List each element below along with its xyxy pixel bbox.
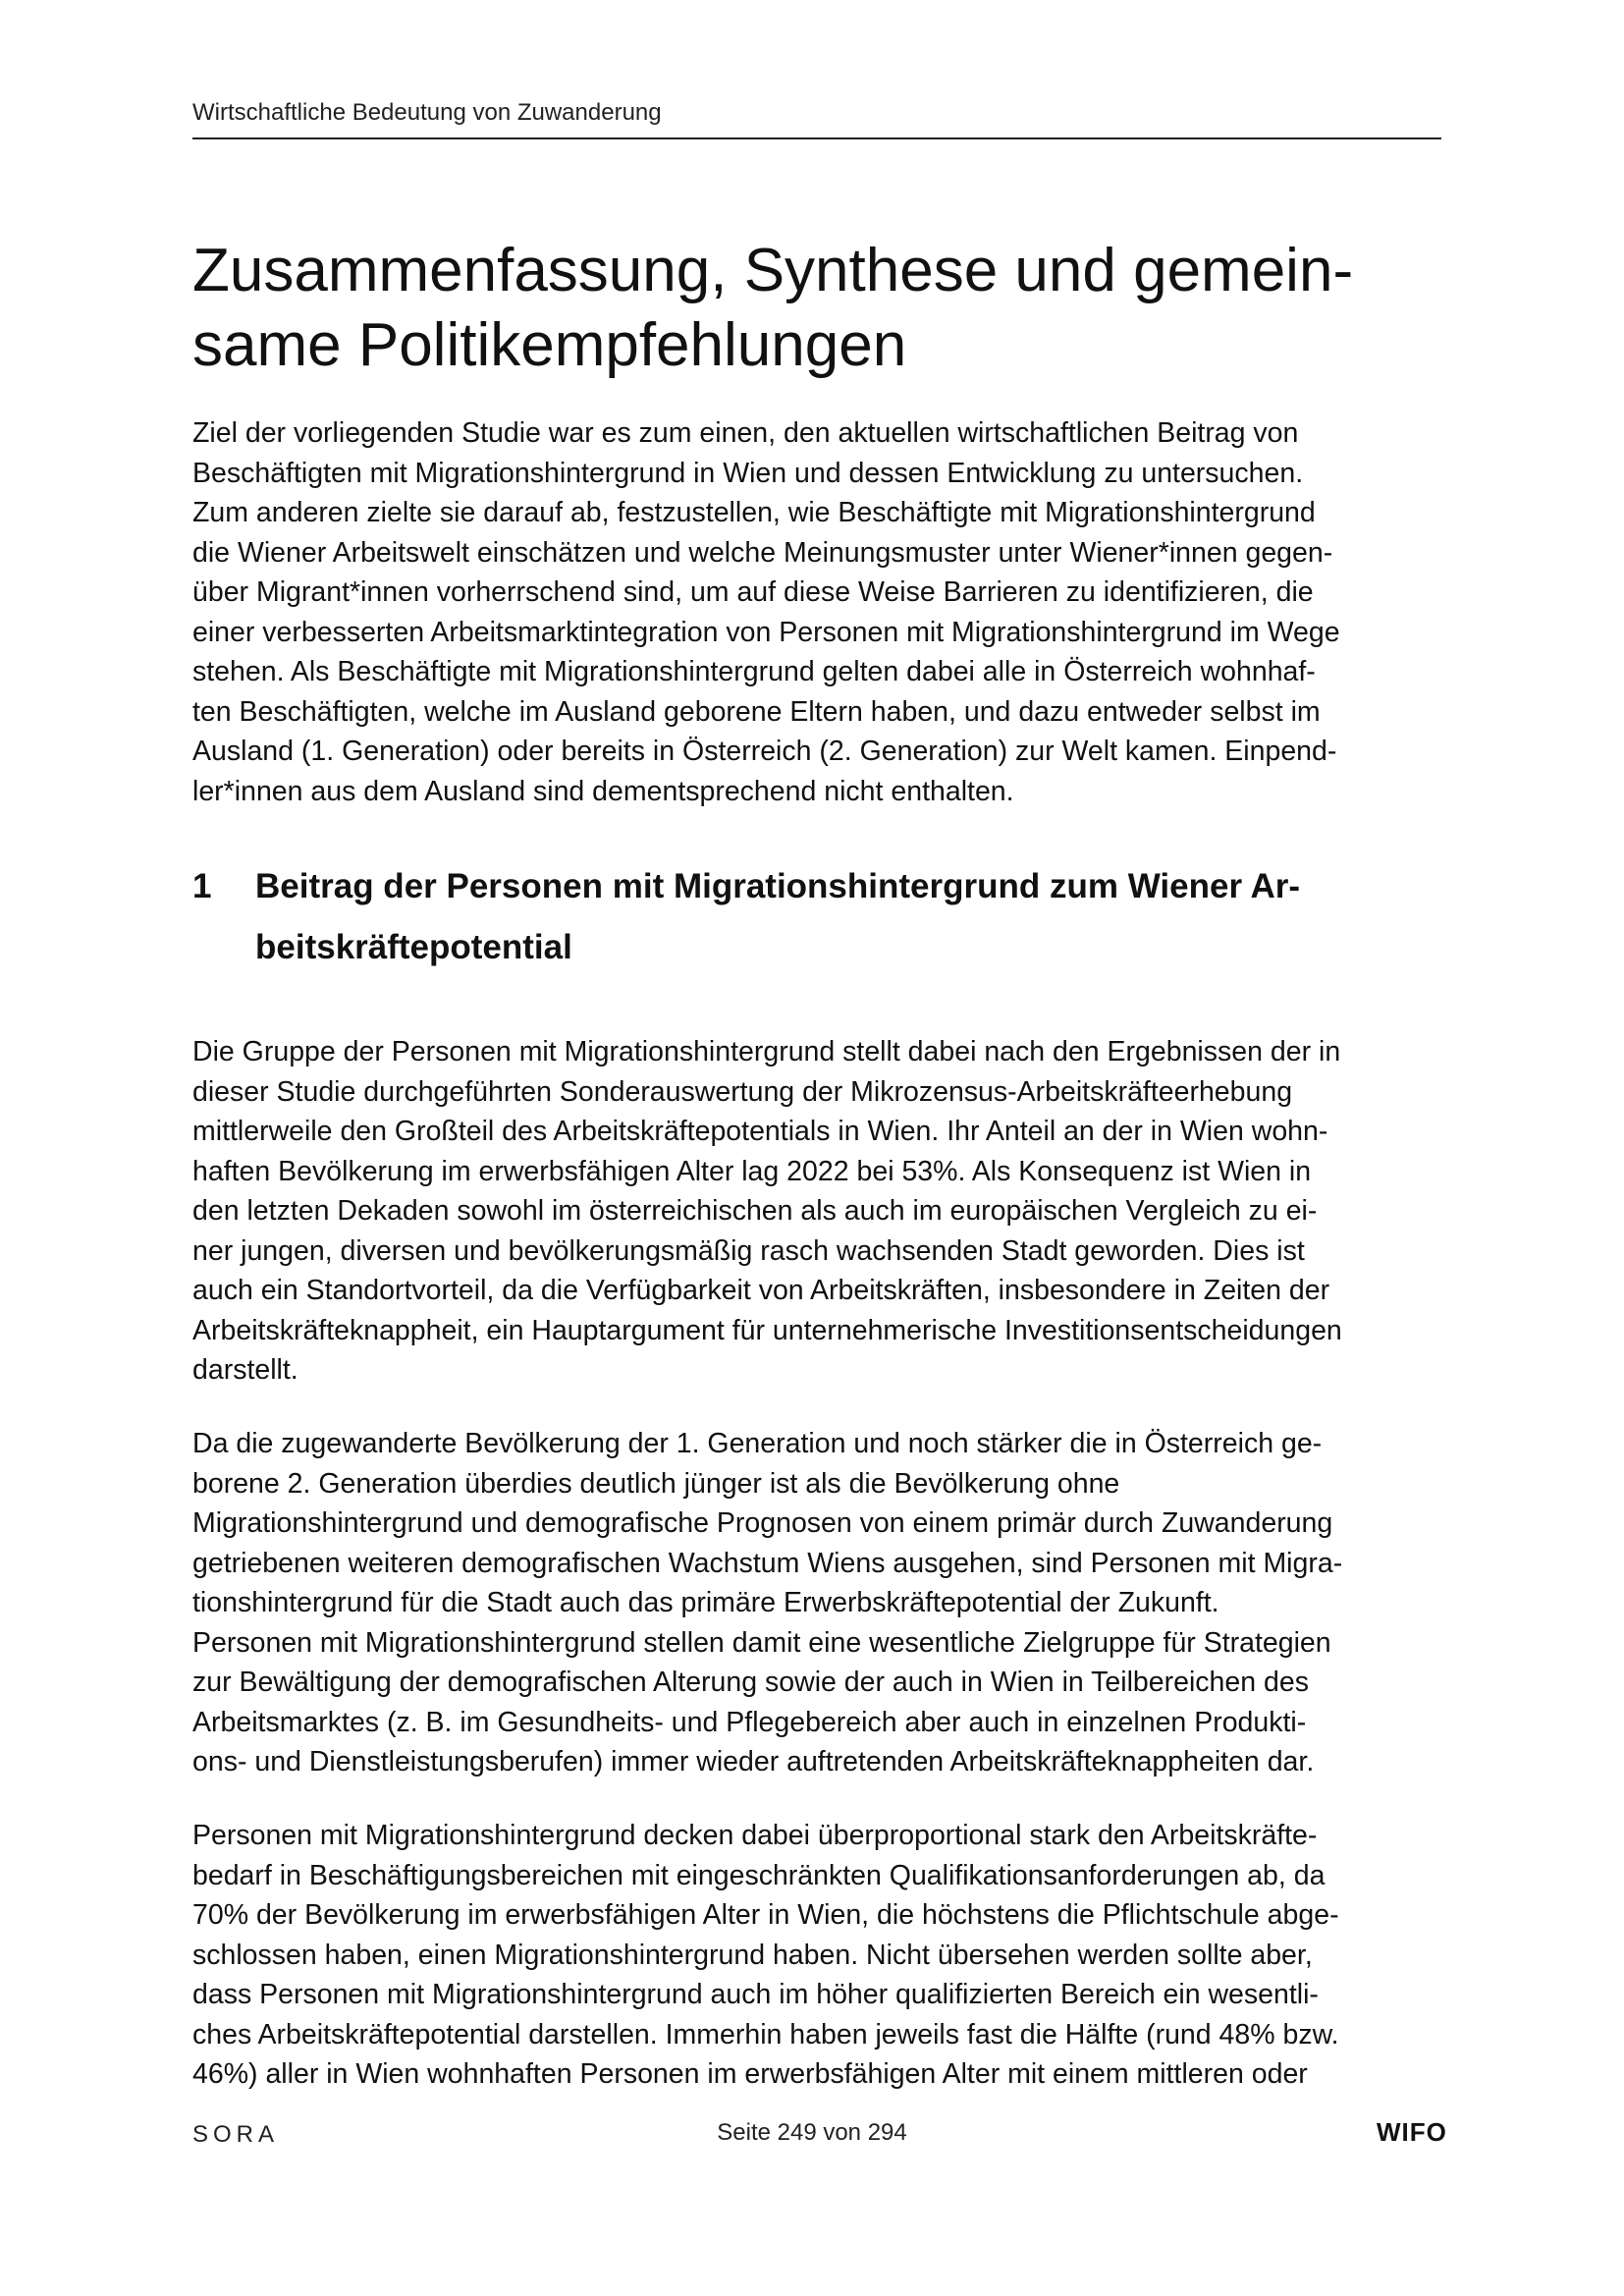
text-line: ner jungen, diversen und bevölkerungsmäßig rasch wachsenden Stadt geworden. Dies ist — [192, 1234, 1305, 1267]
wifo-logo: WIFO — [1377, 2117, 1447, 2147]
text-line: dass Personen mit Migrationshintergrund auch im höher qualifizierten Bereich ein wesentli- — [192, 1979, 1319, 2010]
text-line: darstellt. — [192, 1354, 298, 1386]
text-line: getriebenen weiteren demografischen Wachstum Wiens ausgehen, sind Personen mit Migra- — [192, 1547, 1343, 1579]
text-line: Da die zugewanderte Bevölkerung der 1. Generation und noch stärker die in Österreich ge- — [192, 1428, 1323, 1459]
page-header — [192, 94, 1441, 139]
text-line: Ziel der vorliegenden Studie war es zum einen, den aktuellen wirtschaftlichen Beitrag von — [192, 417, 1299, 449]
section-number: 1 — [192, 867, 212, 905]
section-title-line: beitskräftepotential — [255, 928, 572, 966]
text-line: 70% der Bevölkerung im erwerbsfähigen Alter in Wien, die höchstens die Pflichtschule abge- — [192, 1899, 1339, 1931]
text-line: zur Bewältigung der demografischen Alterung sowie der auch in Wien in Teilbereichen des — [192, 1667, 1309, 1698]
text-line: die Wiener Arbeitswelt einschätzen und welche Meinungsmuster unter Wiener*innen gegen- — [192, 536, 1333, 569]
text-line: ler*innen aus dem Ausland sind dementsprechend nicht enthalten. — [192, 775, 1014, 807]
text-line: ten Beschäftigten, welche im Ausland geborene Eltern haben, und dazu entweder selbst im — [192, 695, 1321, 728]
chapter-title — [192, 234, 1449, 383]
running-title: Wirtschaftliche Bedeutung von Zuwanderung — [192, 99, 662, 126]
footer-sora-label: SORA — [192, 2121, 280, 2148]
body-paragraph — [192, 1032, 1459, 1391]
text-line: mittlerweile den Großteil des Arbeitskräftepotentials in Wien. Ihr Anteil an der in Wien wohn- — [192, 1116, 1328, 1147]
chapter-title-line: Zusammenfassung, Synthese und gemein- — [192, 237, 1354, 304]
text-line: Arbeitskräfteknappheit, ein Hauptargument für unternehmerische Investitionsentscheidungen — [192, 1314, 1342, 1346]
text-line: 46%) aller in Wien wohnhaften Personen im erwerbsfähigen Alter mit einem mittleren oder — [192, 2058, 1308, 2090]
body-paragraph — [192, 1816, 1459, 2095]
chapter-title-line: same Politikempfehlungen — [192, 311, 907, 379]
text-line: einer verbesserten Arbeitsmarktintegration von Personen mit Migrationshintergrund im Wege — [192, 616, 1340, 648]
text-line: auch ein Standortvorteil, da die Verfügbarkeit von Arbeitskräften, insbesondere in Zeiten der — [192, 1275, 1330, 1306]
text-line: schlossen haben, einen Migrationshintergrund haben. Nicht übersehen werden sollte aber, — [192, 1939, 1313, 1971]
text-line: Personen mit Migrationshintergrund stellen damit eine wesentliche Zielgruppe für Strategien — [192, 1626, 1331, 1659]
section-title — [255, 856, 1300, 978]
text-line: haften Bevölkerung im erwerbsfähigen Alter lag 2022 bei 53%. Als Konsequenz ist Wien in — [192, 1155, 1312, 1187]
text-line: bedarf in Beschäftigungsbereichen mit eingeschränkten Qualifikationsanforderungen ab, da — [192, 1859, 1326, 1891]
text-line: Arbeitsmarktes (z. B. im Gesundheits- und Pflegebereich aber auch in einzelnen Produkti- — [192, 1706, 1307, 1738]
text-line: Migrationshintergrund und demografische Prognosen von einem primär durch Zuwanderung — [192, 1507, 1333, 1539]
body-paragraph — [192, 1424, 1459, 1782]
text-line: den letzten Dekaden sowohl im österreichischen als auch im europäischen Vergleich zu ei- — [192, 1195, 1318, 1227]
text-line: Ausland (1. Generation) oder bereits in Österreich (2. Generation) zur Welt kamen. Einpend- — [192, 736, 1337, 767]
text-line: tionshintergrund für die Stadt auch das primäre Erwerbskräftepotential der Zukunft. — [192, 1587, 1219, 1618]
section-title-line: Beitrag der Personen mit Migrationshintergrund zum Wiener Ar- — [255, 867, 1301, 905]
text-line: dieser Studie durchgeführten Sonderauswertung der Mikrozensus-Arbeitskräfteerhebung — [192, 1075, 1293, 1108]
text-line: ches Arbeitskräftepotential darstellen. Immerhin haben jeweils fast die Hälfte (rund 48% bzw. — [192, 2018, 1339, 2050]
text-line: ons- und Dienstleistungsberufen) immer wieder auftretenden Arbeitskräfteknappheiten dar. — [192, 1746, 1315, 1777]
page-number: Seite 249 von 294 — [717, 2119, 907, 2146]
intro-paragraph — [192, 413, 1459, 811]
text-line: Zum anderen zielte sie darauf ab, festzustellen, wie Beschäftigte mit Migrationshintergrund — [192, 497, 1316, 528]
text-line: borene 2. Generation überdies deutlich jünger ist als die Bevölkerung ohne — [192, 1467, 1120, 1500]
text-line: Die Gruppe der Personen mit Migrationshintergrund stellt dabei nach den Ergebnissen der in — [192, 1036, 1341, 1067]
text-line: Beschäftigten mit Migrationshintergrund in Wien und dessen Entwicklung zu untersuchen. — [192, 457, 1304, 489]
text-line: Personen mit Migrationshintergrund decken dabei überproportional stark den Arbeitskräfte- — [192, 1820, 1318, 1851]
text-line: stehen. Als Beschäftigte mit Migrationshintergrund gelten dabei alle in Österreich wohnhaf- — [192, 656, 1316, 687]
text-line: über Migrant*innen vorherrschend sind, um auf diese Weise Barrieren zu identifizieren, die — [192, 576, 1314, 608]
